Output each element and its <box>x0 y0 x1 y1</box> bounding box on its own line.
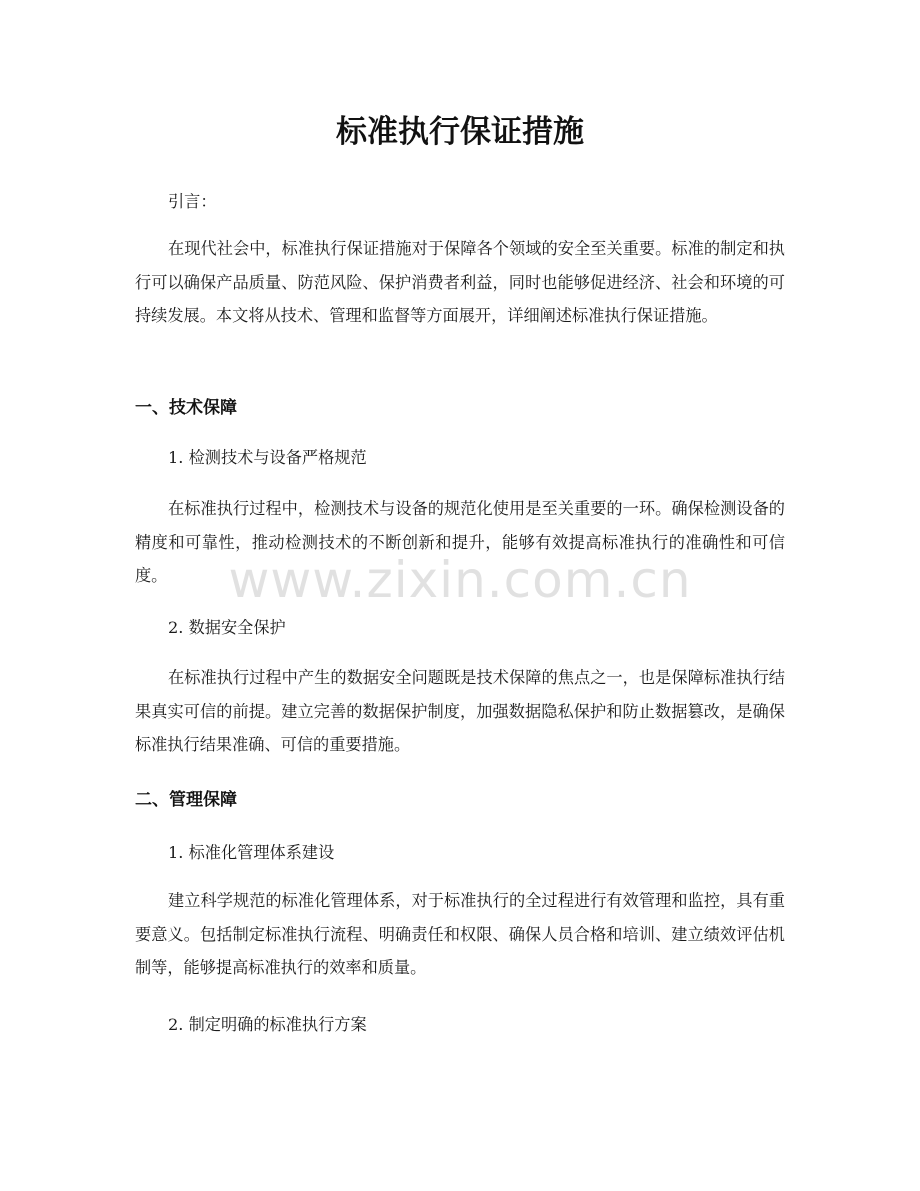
item-title-data-security: 2. 数据安全保护 <box>168 618 286 637</box>
item-title-mgmt-system: 1. 标准化管理体系建设 <box>168 843 335 862</box>
watermark: www.zixin.com.cn <box>228 551 692 609</box>
item-body-mgmt-system: 建立科学规范的标准化管理体系，对于标准执行的全过程进行有效管理和监控，具有重要意义。包括制定标准执行流程、明确责任和权限、确保人员合格和培训、建立绩效评估机制等，能够提高标准执行的效率和质量。 <box>135 891 785 977</box>
item-title-exec-plan: 2. 制定明确的标准执行方案 <box>168 1015 367 1034</box>
intro-paragraph: 在现代社会中，标准执行保证措施对于保障各个领域的安全至关重要。标准的制定和执行可以确保产品质量、防范风险、保护消费者利益，同时也能够促进经济、社会和环境的可持续发展。本文将从技术、管理和监督等方面展开，详细阐述标准执行保证措施。 <box>135 239 785 325</box>
item-body-data-security: 在标准执行过程中产生的数据安全问题既是技术保障的焦点之一，也是保障标准执行结果真实可信的前提。建立完善的数据保护制度，加强数据隐私保护和防止数据篡改，是确保标准执行结果准确、可信的重要措施。 <box>135 668 785 754</box>
intro-label: 引言： <box>168 192 217 211</box>
section-heading-tech: 一、技术保障 <box>135 398 237 418</box>
document-title: 标准执行保证措施 <box>336 114 584 150</box>
item-body-detection: 在标准执行过程中，检测技术与设备的规范化使用是至关重要的一环。确保检测设备的精度和可靠性，推动检测技术的不断创新和提升，能够有效提高标准执行的准确性和可信度。 <box>135 499 785 585</box>
section-heading-management: 二、管理保障 <box>135 790 237 810</box>
item-title-detection: 1. 检测技术与设备严格规范 <box>168 448 367 467</box>
